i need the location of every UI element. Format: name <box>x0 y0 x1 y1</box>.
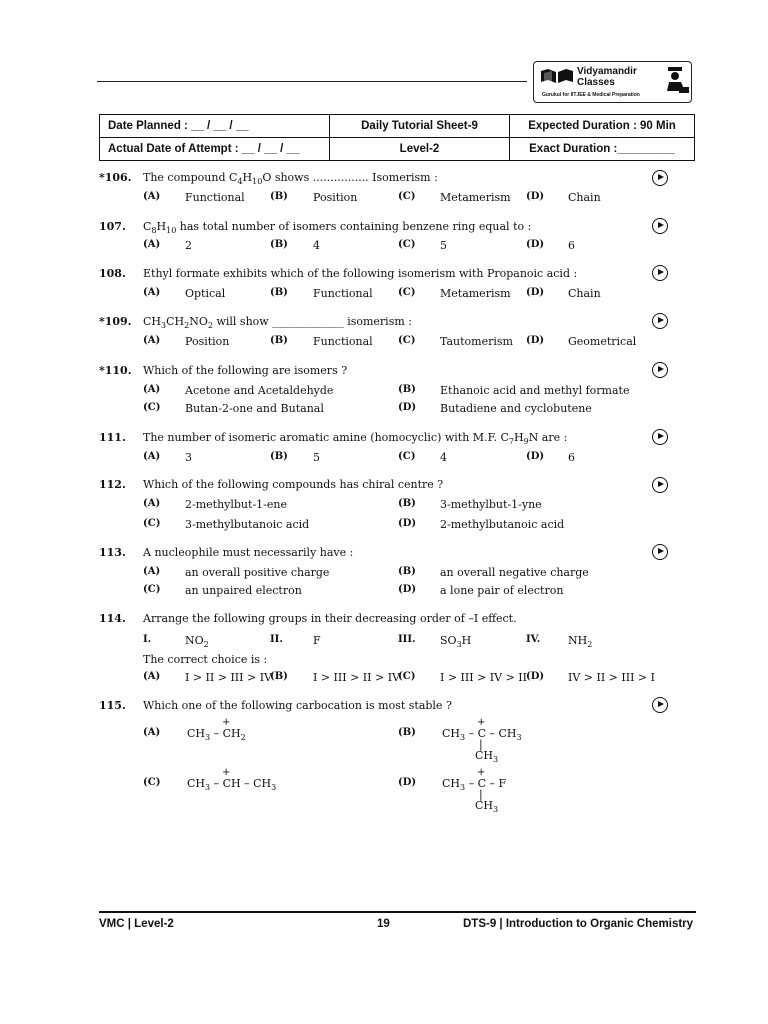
option-label: (D) <box>526 239 545 250</box>
option-label: (D) <box>398 584 417 595</box>
option-b-structure[interactable]: + $CH_3$ – C – $CH_3$ | $CH_3$ <box>442 717 522 765</box>
sheet-title: Daily Tutorial Sheet-9 <box>330 115 510 138</box>
option-b[interactable]: 3-methylbut-1-yne <box>440 498 542 511</box>
date-planned: Date Planned : __ / __ / __ <box>100 115 330 138</box>
option-d[interactable]: a lone pair of electron <box>440 584 564 597</box>
option-label: (C) <box>398 335 416 346</box>
question-number: *110. <box>99 364 132 377</box>
option-label: (D) <box>526 335 545 346</box>
option-label: (C) <box>143 777 161 788</box>
option-label: (B) <box>398 384 416 395</box>
question-number: 114. <box>99 612 126 625</box>
question-number: 111. <box>99 431 126 444</box>
question-text: Arrange the following groups in their decreasing order of –I effect. <box>143 612 517 625</box>
option-label: (B) <box>270 671 288 682</box>
question-number: 113. <box>99 546 126 559</box>
question-text: $C_8H_{10}$ has total number of isomers containing benzene ring equal to : <box>143 220 532 236</box>
play-video-icon[interactable] <box>652 218 668 234</box>
option-label: (C) <box>398 239 416 250</box>
option-d[interactable]: 2-methylbutanoic acid <box>440 518 565 531</box>
question-number: 107. <box>99 220 126 233</box>
page-number: 19 <box>377 918 390 930</box>
option-d-structure[interactable]: + $CH_3$ – C – F | $CH_3$ <box>442 767 507 815</box>
group-label: II. <box>270 634 283 645</box>
option-c[interactable]: Metamerism <box>440 191 511 204</box>
option-label: (D) <box>526 671 545 682</box>
option-d[interactable]: Butadiene and cyclobutene <box>440 402 592 415</box>
option-label: (A) <box>143 239 161 250</box>
exact-duration: Exact Duration :_________ <box>510 138 695 161</box>
option-b[interactable]: Ethanoic acid and methyl formate <box>440 384 630 397</box>
option-a[interactable]: 2 <box>185 239 192 252</box>
group-so3h: $SO_3H$ <box>440 634 472 650</box>
group-label: I. <box>143 634 152 645</box>
sheet-header-table <box>99 114 695 161</box>
option-c[interactable]: Butan-2-one and Butanal <box>185 402 324 415</box>
question-text: Which of the following are isomers ? <box>143 364 348 377</box>
option-label: (D) <box>398 402 417 413</box>
logo-name-line1: Vidyamandir <box>577 66 637 77</box>
option-b[interactable]: Position <box>313 191 358 204</box>
option-label: (B) <box>270 191 288 202</box>
option-label: (B) <box>270 287 288 298</box>
question-text: Which one of the following carbocation is most stable ? <box>143 699 452 712</box>
option-b[interactable]: Functional <box>313 287 373 300</box>
question-number: *109. <box>99 315 132 328</box>
footer-right: DTS-9 | Introduction to Organic Chemistry <box>463 918 694 930</box>
question-text: A nucleophile must necessarily have : <box>143 546 354 559</box>
option-label: (B) <box>270 335 288 346</box>
option-c[interactable]: 3-methylbutanoic acid <box>185 518 310 531</box>
option-c[interactable]: 4 <box>440 451 447 464</box>
group-f: F <box>313 634 321 647</box>
option-label: (C) <box>143 402 161 413</box>
question-number: 115. <box>99 699 126 712</box>
option-d[interactable]: Chain <box>568 191 601 204</box>
play-video-icon[interactable] <box>652 313 668 329</box>
correct-choice-prompt: The correct choice is : <box>143 653 268 666</box>
scholar-icon <box>666 65 690 95</box>
option-a[interactable]: Functional <box>185 191 245 204</box>
play-video-icon[interactable] <box>652 697 668 713</box>
option-c[interactable]: Metamerism <box>440 287 511 300</box>
option-label: (C) <box>143 584 161 595</box>
option-label: (A) <box>143 671 161 682</box>
group-nh2: $NH_2$ <box>568 634 593 650</box>
option-a[interactable]: 3 <box>185 451 192 464</box>
question-text: The number of isomeric aromatic amine (homocyclic) with M.F. $C_7H_9N$ are : <box>143 431 568 447</box>
play-video-icon[interactable] <box>652 362 668 378</box>
option-a[interactable]: 2-methylbut-1-ene <box>185 498 287 511</box>
question-number: 108. <box>99 267 126 280</box>
option-a[interactable]: Optical <box>185 287 226 300</box>
option-label: (B) <box>270 239 288 250</box>
option-label: (C) <box>398 287 416 298</box>
option-label: (D) <box>526 287 545 298</box>
option-c[interactable]: Tautomerism <box>440 335 513 348</box>
question-text: Which of the following compounds has chiral centre ? <box>143 478 444 491</box>
option-b[interactable]: Functional <box>313 335 373 348</box>
option-label: (A) <box>143 498 161 509</box>
play-video-icon[interactable] <box>652 265 668 281</box>
option-label: (D) <box>526 451 545 462</box>
play-video-icon[interactable] <box>652 170 668 186</box>
option-label: (D) <box>398 777 417 788</box>
option-a[interactable]: I > II > III > IV <box>185 671 272 684</box>
footer-left: VMC | Level-2 <box>99 918 174 930</box>
question-number: *106. <box>99 171 132 184</box>
option-d[interactable]: 6 <box>568 451 575 464</box>
option-d[interactable]: IV > II > III > I <box>568 671 655 684</box>
option-b[interactable]: 4 <box>313 239 320 252</box>
option-label: (B) <box>398 727 416 738</box>
option-a[interactable]: Acetone and Acetaldehyde <box>185 384 334 397</box>
question-number: 112. <box>99 478 126 491</box>
expected-duration: Expected Duration : 90 Min <box>510 115 695 138</box>
level: Level-2 <box>330 138 510 161</box>
play-video-icon[interactable] <box>652 477 668 493</box>
option-label: (A) <box>143 191 161 202</box>
option-label: (C) <box>398 191 416 202</box>
option-label: (B) <box>398 498 416 509</box>
group-label: IV. <box>526 634 541 645</box>
option-label: (A) <box>143 335 161 346</box>
play-video-icon[interactable] <box>652 544 668 560</box>
option-c[interactable]: I > III > IV > II <box>440 671 527 684</box>
logo-name-line2: Classes <box>577 77 615 88</box>
option-b[interactable]: I > III > II > IV <box>313 671 400 684</box>
option-label: (A) <box>143 566 161 577</box>
option-label: (B) <box>398 566 416 577</box>
option-label: (C) <box>398 451 416 462</box>
option-label: (B) <box>270 451 288 462</box>
play-video-icon[interactable] <box>652 429 668 445</box>
option-d[interactable]: Chain <box>568 287 601 300</box>
actual-date: Actual Date of Attempt : __ / __ / __ <box>100 138 330 161</box>
option-b[interactable]: 5 <box>313 451 320 464</box>
books-icon <box>540 68 574 84</box>
option-label: (A) <box>143 287 161 298</box>
option-label: (A) <box>143 384 161 395</box>
option-b[interactable]: an overall negative charge <box>440 566 589 579</box>
option-d[interactable]: 6 <box>568 239 575 252</box>
question-text: $CH_3CH_2NO_2$ will show _____________ isomerism : <box>143 315 412 331</box>
option-a[interactable]: Position <box>185 335 230 348</box>
option-label: (C) <box>143 518 161 529</box>
logo-tagline: Gurukul for IITJEE & Medical Preparation <box>542 92 640 98</box>
group-no2: $NO_2$ <box>185 634 209 650</box>
option-label: (D) <box>398 518 417 529</box>
option-label: (A) <box>143 451 161 462</box>
option-label: (A) <box>143 727 161 738</box>
question-text: The compound $C_4H_{10}O$ shows ................ Isomerism : <box>143 171 438 187</box>
option-c[interactable]: an unpaired electron <box>185 584 302 597</box>
option-c[interactable]: 5 <box>440 239 447 252</box>
option-a[interactable]: an overall positive charge <box>185 566 330 579</box>
question-text: Ethyl formate exhibits which of the following isomerism with Propanoic acid : <box>143 267 578 280</box>
option-label: (C) <box>398 671 416 682</box>
vidyamandir-logo <box>533 61 692 103</box>
top-rule <box>97 81 527 82</box>
group-label: III. <box>398 634 416 645</box>
option-d[interactable]: Geometrical <box>568 335 637 348</box>
option-label: (D) <box>526 191 545 202</box>
footer-rule <box>99 911 696 913</box>
